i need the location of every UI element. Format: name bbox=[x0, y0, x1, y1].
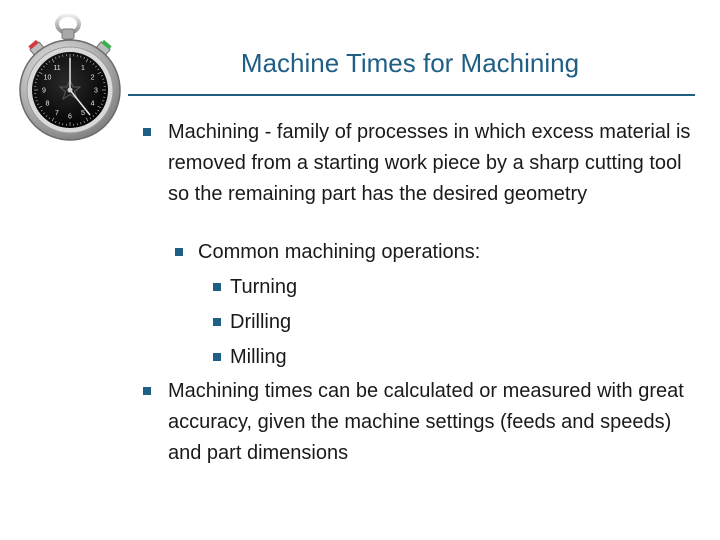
dial-number: 2 bbox=[90, 74, 95, 82]
dial-number: 11 bbox=[53, 64, 61, 72]
dial-number: 1 bbox=[81, 64, 85, 72]
dial-number: 8 bbox=[45, 100, 50, 108]
dial-number: 9 bbox=[42, 87, 46, 95]
bullet-item: Turning bbox=[230, 276, 298, 298]
bullet-item: Drilling bbox=[230, 311, 292, 333]
bullet-marker bbox=[143, 128, 151, 136]
bullet-marker bbox=[143, 387, 151, 395]
bullet-marker bbox=[213, 283, 221, 291]
dial-number: 4 bbox=[90, 100, 95, 108]
dial-number: 10 bbox=[43, 74, 52, 82]
bullet-item: Machining - family of processes in which excess material is removed from a starting work piece by a sharp cutting tool so the remaining part has the desired geometry bbox=[168, 121, 691, 205]
dial-number: 5 bbox=[81, 110, 85, 118]
bullet-marker bbox=[213, 353, 221, 361]
slide-title: Machine Times for Machining bbox=[240, 48, 580, 78]
bullet-item: Common machining operations: bbox=[198, 241, 481, 263]
bullet-marker bbox=[213, 318, 221, 326]
dial-number: 3 bbox=[94, 87, 98, 95]
dial-number: 6 bbox=[68, 113, 72, 121]
bullet-marker bbox=[175, 248, 183, 256]
bullet-item: Machining times can be calculated or measured with great accuracy, given the machine settings (feeds and speeds) and part dimensions bbox=[168, 380, 684, 464]
bullet-item: Milling bbox=[230, 346, 287, 368]
dial-number: 7 bbox=[55, 110, 59, 118]
